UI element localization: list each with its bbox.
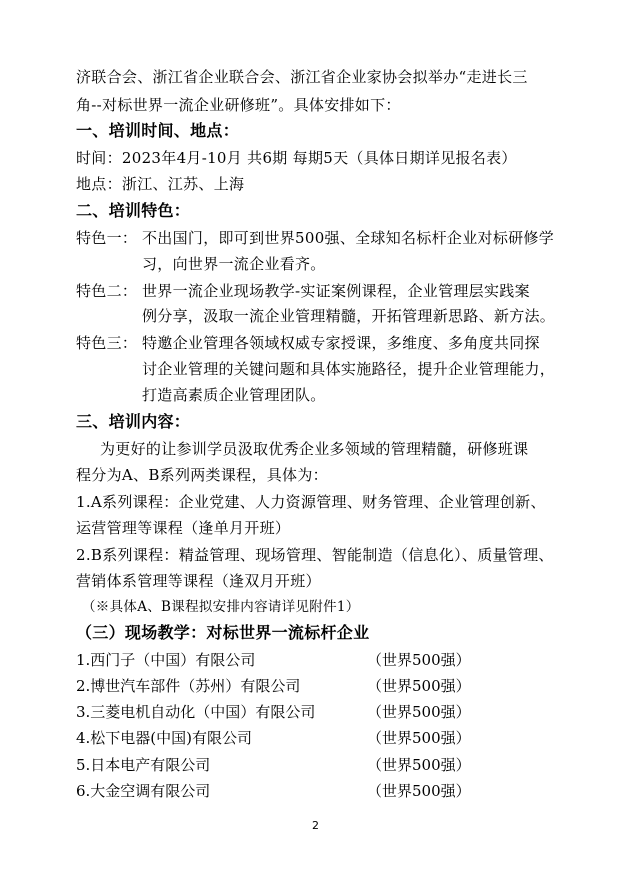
company-name: 1.西门子（中国）有限公司	[76, 651, 256, 669]
feature-1-line-2: 习，向世界一流企业看齐。	[142, 255, 326, 273]
feature-3-line-2: 讨企业管理的关键问题和具体实施路径，提升企业管理能力，	[142, 360, 556, 378]
company-name: 5.日本电产有限公司	[76, 756, 211, 774]
feature-3-label: 特色三：	[76, 334, 138, 352]
feature-2-line-2: 例分享，汲取一流企业管理精髓，开拓管理新思路、新方法。	[142, 307, 556, 325]
company-tag: （世界500强）	[367, 756, 471, 774]
company-name: 6.大金空调有限公司	[76, 782, 211, 800]
training-place: 地点：浙江、江苏、上海	[76, 175, 245, 193]
company-tag: （世界500强）	[367, 651, 471, 669]
series-a-line-1: 1.A系列课程：企业党建、人力资源管理、财务管理、企业管理创新、	[76, 493, 546, 511]
course-note: （※具体A、B课程拟安排内容请详见附件1）	[82, 599, 360, 615]
section-3-heading: 三、培训内容：	[76, 412, 191, 431]
intro-line-2: 角--对标世界一流企业研修班”。具体安排如下：	[76, 96, 401, 114]
company-tag: （世界500强）	[367, 729, 471, 747]
feature-3-line-1: 特邀企业管理各领域权威专家授课，多维度、多角度共同探	[142, 334, 540, 352]
content-intro-line-2: 程分为A、B系列两类课程，具体为：	[76, 466, 328, 484]
series-b-line-1: 2.B系列课程：精益管理、现场管理、智能制造（信息化）、质量管理、	[76, 546, 554, 564]
feature-1-label: 特色一：	[76, 229, 138, 247]
series-b-line-2: 营销体系管理等课程（逢双月开班）	[76, 572, 321, 590]
company-name: 3.三菱电机自动化（中国）有限公司	[76, 703, 316, 721]
company-name: 2.博世汽车部件（苏州）有限公司	[76, 677, 301, 695]
content-intro-line-1: 为更好的让参训学员汲取优秀企业多领域的管理精髓，研修班课	[100, 440, 529, 458]
subsection-heading: （三）现场教学：对标世界一流标杆企业	[76, 623, 370, 642]
series-a-line-2: 运营管理等课程（逢单月开班）	[76, 519, 291, 537]
company-tag: （世界500强）	[367, 677, 471, 695]
intro-line-1: 济联合会、浙江省企业联合会、浙江省企业家协会拟举办“走进长三	[76, 68, 528, 86]
feature-2-label: 特色二：	[76, 282, 138, 300]
company-tag: （世界500强）	[367, 782, 471, 800]
training-time: 时间：2023年4月-10月 共6期 每期5天（具体日期详见报名表）	[76, 149, 517, 167]
section-1-heading: 一、培训时间、地点：	[76, 121, 240, 140]
section-2-heading: 二、培训特色：	[76, 201, 191, 220]
company-name: 4.松下电器(中国)有限公司	[76, 729, 253, 747]
company-tag: （世界500强）	[367, 703, 471, 721]
page-number: 2	[312, 819, 319, 832]
feature-3-line-3: 打造高素质企业管理团队。	[142, 386, 326, 404]
feature-2-line-1: 世界一流企业现场教学-实证案例课程，企业管理层实践案	[142, 282, 530, 300]
feature-1-line-1: 不出国门，即可到世界500强、全球知名标杆企业对标研修学	[142, 229, 555, 247]
